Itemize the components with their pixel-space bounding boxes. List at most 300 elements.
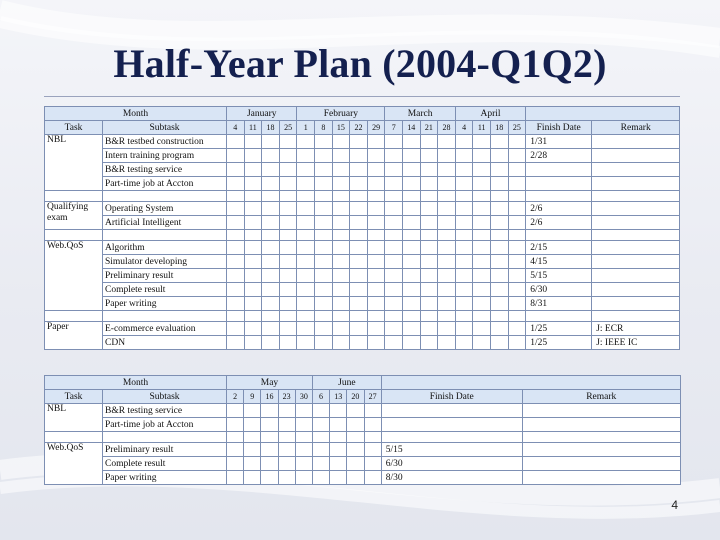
week-label: 8 [315, 121, 333, 135]
schedule-mark [244, 336, 262, 350]
spacer-cell [347, 432, 364, 443]
schedule-cell [350, 297, 368, 311]
schedule-cell [315, 163, 333, 177]
schedule-cell [508, 135, 526, 149]
spacer-cell [402, 230, 420, 241]
week-label: 2 [227, 390, 244, 404]
schedule-cell [385, 322, 403, 336]
week-label: 16 [261, 390, 278, 404]
spacer-cell [244, 230, 262, 241]
schedule-cell [244, 283, 262, 297]
schedule-mark [330, 404, 347, 418]
schedule-cell [244, 457, 261, 471]
finish-date: 6/30 [381, 457, 522, 471]
subtask-name: E-commerce evaluation [103, 322, 227, 336]
finish-date [526, 177, 592, 191]
header-blank [381, 376, 680, 390]
table-row [45, 457, 681, 471]
schedule-cell [315, 255, 333, 269]
schedule-mark [295, 418, 312, 432]
schedule-mark [332, 163, 350, 177]
schedule-cell [227, 177, 245, 191]
spacer-cell [297, 311, 315, 322]
spacer-cell [262, 230, 280, 241]
remark [592, 297, 680, 311]
spacer-cell [420, 191, 438, 202]
spacer-cell [455, 311, 473, 322]
subtask-name: Complete result [103, 457, 227, 471]
schedule-cell [438, 202, 456, 216]
week-label: 22 [350, 121, 368, 135]
schedule-cell [332, 269, 350, 283]
spacer-cell [350, 230, 368, 241]
schedule-cell [402, 149, 420, 163]
schedule-cell [473, 269, 491, 283]
schedule-mark [350, 241, 368, 255]
schedule-mark [312, 404, 329, 418]
schedule-cell [315, 322, 333, 336]
schedule-mark [227, 404, 244, 418]
plan-table-q2 [44, 375, 681, 485]
table-row [45, 241, 680, 255]
month-name: April [455, 107, 525, 121]
spacer-cell [244, 432, 261, 443]
schedule-cell [367, 241, 385, 255]
spacer-cell [592, 311, 680, 322]
finish-date [526, 163, 592, 177]
week-label: 7 [385, 121, 403, 135]
schedule-mark [312, 418, 329, 432]
week-label: 27 [364, 390, 381, 404]
schedule-mark [279, 336, 297, 350]
page-number: 4 [671, 498, 678, 512]
subtask-name: B&R testbed construction [103, 135, 227, 149]
spacer-cell [420, 311, 438, 322]
schedule-mark [367, 163, 385, 177]
schedule-cell [402, 269, 420, 283]
schedule-cell [455, 149, 473, 163]
schedule-mark [332, 241, 350, 255]
schedule-cell [491, 322, 509, 336]
remark [592, 163, 680, 177]
schedule-cell [332, 336, 350, 350]
schedule-mark [350, 177, 368, 191]
spacer-cell [227, 191, 245, 202]
schedule-mark [332, 149, 350, 163]
spacer-cell [315, 311, 333, 322]
spacer-cell [526, 191, 592, 202]
spacer-cell [381, 432, 522, 443]
month-name: February [297, 107, 385, 121]
spacer-cell [592, 191, 680, 202]
schedule-mark [315, 202, 333, 216]
schedule-cell [438, 241, 456, 255]
group-spacer-row [45, 311, 680, 322]
schedule-cell [420, 202, 438, 216]
remark: J: ECR [592, 322, 680, 336]
spacer-cell [526, 230, 592, 241]
schedule-mark [350, 255, 368, 269]
schedule-cell [508, 255, 526, 269]
group-spacer-row [45, 230, 680, 241]
week-label: 11 [244, 121, 262, 135]
schedule-cell [438, 216, 456, 230]
month-name: January [227, 107, 297, 121]
schedule-cell [227, 241, 245, 255]
task-name: NBL [45, 135, 103, 191]
spacer-cell [262, 191, 280, 202]
schedule-cell [385, 336, 403, 350]
subtask-name: Intern training program [103, 149, 227, 163]
spacer-cell [278, 432, 295, 443]
remark [592, 149, 680, 163]
spacer-cell [420, 230, 438, 241]
schedule-cell [347, 471, 364, 485]
schedule-mark [455, 255, 473, 269]
schedule-mark [438, 177, 456, 191]
schedule-cell [491, 149, 509, 163]
week-label: 6 [312, 390, 329, 404]
schedule-cell [367, 283, 385, 297]
spacer-cell [297, 191, 315, 202]
schedule-mark [262, 202, 280, 216]
schedule-mark [295, 457, 312, 471]
schedule-cell [244, 177, 262, 191]
week-header-row [45, 390, 681, 404]
schedule-cell [332, 322, 350, 336]
schedule-mark [279, 216, 297, 230]
spacer-cell [103, 311, 227, 322]
finish-date: 1/25 [526, 336, 592, 350]
schedule-cell [312, 471, 329, 485]
schedule-cell [473, 283, 491, 297]
schedule-cell [455, 241, 473, 255]
schedule-cell [438, 336, 456, 350]
spacer-cell [473, 230, 491, 241]
schedule-cell [350, 322, 368, 336]
schedule-cell [279, 283, 297, 297]
schedule-mark [278, 404, 295, 418]
schedule-mark [491, 177, 509, 191]
schedule-mark [385, 255, 403, 269]
schedule-mark [312, 457, 329, 471]
schedule-cell [385, 297, 403, 311]
spacer-cell [592, 230, 680, 241]
table-row [45, 135, 680, 149]
schedule-mark [279, 322, 297, 336]
schedule-cell [385, 202, 403, 216]
month-name: May [227, 376, 313, 390]
schedule-cell [473, 202, 491, 216]
plan-table-q1 [44, 106, 680, 350]
table-row [45, 471, 681, 485]
table-row [45, 255, 680, 269]
spacer-cell [508, 311, 526, 322]
schedule-cell [402, 202, 420, 216]
schedule-cell [367, 336, 385, 350]
schedule-mark [332, 216, 350, 230]
spacer-cell [227, 432, 244, 443]
spacer-cell [350, 191, 368, 202]
schedule-cell [244, 269, 262, 283]
spacer-cell [522, 432, 680, 443]
schedule-cell [297, 322, 315, 336]
schedule-mark [279, 177, 297, 191]
schedule-cell [385, 135, 403, 149]
subtask-name: Operating System [103, 202, 227, 216]
schedule-mark [385, 163, 403, 177]
schedule-cell [455, 216, 473, 230]
schedule-mark [261, 457, 278, 471]
schedule-mark [262, 336, 280, 350]
schedule-cell [420, 149, 438, 163]
schedule-cell [367, 269, 385, 283]
schedule-mark [227, 443, 244, 457]
schedule-cell [385, 283, 403, 297]
remark [592, 255, 680, 269]
group-spacer-row [45, 432, 681, 443]
schedule-cell [491, 241, 509, 255]
finish-date [381, 418, 522, 432]
schedule-mark [473, 163, 491, 177]
schedule-mark [278, 418, 295, 432]
schedule-cell [330, 443, 347, 457]
spacer-cell [45, 191, 103, 202]
schedule-cell [385, 216, 403, 230]
spacer-cell [315, 191, 333, 202]
month-name: March [385, 107, 455, 121]
week-label: 25 [508, 121, 526, 135]
schedule-mark [455, 163, 473, 177]
schedule-cell [473, 149, 491, 163]
spacer-cell [244, 191, 262, 202]
subtask-header: Subtask [103, 390, 227, 404]
schedule-cell [350, 269, 368, 283]
schedule-cell [402, 336, 420, 350]
schedule-mark [244, 443, 261, 457]
schedule-mark [420, 177, 438, 191]
schedule-cell [262, 269, 280, 283]
schedule-mark [262, 177, 280, 191]
schedule-cell [438, 322, 456, 336]
subtask-name: Complete result [103, 283, 227, 297]
remark-header: Remark [522, 390, 680, 404]
schedule-mark [227, 418, 244, 432]
finish-date: 6/30 [526, 283, 592, 297]
schedule-cell [491, 216, 509, 230]
finish-date: 5/15 [381, 443, 522, 457]
week-label: 15 [332, 121, 350, 135]
schedule-mark [227, 135, 245, 149]
spacer-cell [295, 432, 312, 443]
schedule-cell [455, 135, 473, 149]
finish-date: 2/6 [526, 216, 592, 230]
subtask-name: B&R testing service [103, 163, 227, 177]
spacer-cell [491, 191, 509, 202]
week-label: 21 [420, 121, 438, 135]
schedule-mark [330, 457, 347, 471]
schedule-cell [297, 269, 315, 283]
table-row [45, 418, 681, 432]
schedule-mark [297, 202, 315, 216]
schedule-cell [508, 297, 526, 311]
schedule-cell [312, 443, 329, 457]
schedule-cell [420, 135, 438, 149]
schedule-mark [402, 163, 420, 177]
schedule-mark [279, 149, 297, 163]
schedule-mark [364, 418, 381, 432]
schedule-cell [297, 163, 315, 177]
finish-date: 2/6 [526, 202, 592, 216]
spacer-cell [261, 432, 278, 443]
schedule-cell [420, 269, 438, 283]
schedule-mark [262, 149, 280, 163]
remark: J: IEEE IC [592, 336, 680, 350]
schedule-cell [455, 336, 473, 350]
schedule-cell [297, 255, 315, 269]
schedule-mark [244, 135, 262, 149]
schedule-cell [297, 336, 315, 350]
schedule-cell [473, 297, 491, 311]
week-label: 4 [227, 121, 245, 135]
schedule-mark [297, 149, 315, 163]
schedule-cell [508, 149, 526, 163]
week-label: 4 [455, 121, 473, 135]
spacer-cell [332, 191, 350, 202]
schedule-cell [279, 269, 297, 283]
finish-date: 1/31 [526, 135, 592, 149]
schedule-mark [508, 177, 526, 191]
schedule-cell [420, 336, 438, 350]
schedule-cell [350, 336, 368, 350]
schedule-cell [227, 471, 244, 485]
task-name: Web.QoS [45, 241, 103, 311]
schedule-cell [385, 269, 403, 283]
schedule-cell [491, 202, 509, 216]
schedule-cell [244, 255, 262, 269]
schedule-cell [261, 471, 278, 485]
schedule-mark [350, 163, 368, 177]
spacer-cell [244, 311, 262, 322]
spacer-cell [385, 191, 403, 202]
schedule-mark [473, 255, 491, 269]
schedule-mark [438, 163, 456, 177]
schedule-mark [315, 216, 333, 230]
schedule-cell [279, 255, 297, 269]
remark [592, 241, 680, 255]
table-row [45, 163, 680, 177]
week-label: 13 [330, 390, 347, 404]
schedule-cell [455, 322, 473, 336]
schedule-cell [367, 135, 385, 149]
remark [592, 177, 680, 191]
spacer-cell [438, 311, 456, 322]
table-row [45, 283, 680, 297]
task-name: NBL [45, 404, 103, 432]
schedule-cell [473, 336, 491, 350]
week-header-row [45, 121, 680, 135]
task-name: Paper [45, 322, 103, 350]
week-label: 28 [438, 121, 456, 135]
schedule-cell [332, 255, 350, 269]
table-row [45, 322, 680, 336]
schedule-cell [473, 216, 491, 230]
schedule-cell [508, 202, 526, 216]
spacer-cell [103, 191, 227, 202]
spacer-cell [473, 191, 491, 202]
spacer-cell [364, 432, 381, 443]
schedule-cell [455, 202, 473, 216]
schedule-mark [297, 216, 315, 230]
week-label: 11 [473, 121, 491, 135]
spacer-cell [262, 311, 280, 322]
spacer-cell [330, 432, 347, 443]
remark [522, 418, 680, 432]
subtask-name: Simulator developing [103, 255, 227, 269]
schedule-cell [332, 283, 350, 297]
schedule-cell [279, 297, 297, 311]
schedule-cell [491, 336, 509, 350]
schedule-mark [364, 457, 381, 471]
slide-title: Half-Year Plan (2004-Q1Q2) [113, 41, 607, 86]
month-label: Month [45, 376, 227, 390]
schedule-cell [420, 297, 438, 311]
table-row [45, 336, 680, 350]
schedule-cell [279, 241, 297, 255]
remark [592, 283, 680, 297]
schedule-mark [315, 241, 333, 255]
spacer-cell [332, 311, 350, 322]
finish-date-header: Finish Date [381, 390, 522, 404]
schedule-cell [385, 241, 403, 255]
spacer-cell [508, 230, 526, 241]
schedule-mark [227, 202, 245, 216]
schedule-mark [350, 149, 368, 163]
schedule-mark [227, 336, 245, 350]
schedule-mark [227, 322, 245, 336]
schedule-mark [420, 255, 438, 269]
spacer-cell [312, 432, 329, 443]
spacer-cell [279, 191, 297, 202]
table-row [45, 443, 681, 457]
table-row [45, 269, 680, 283]
schedule-cell [297, 297, 315, 311]
spacer-cell [367, 191, 385, 202]
schedule-mark [278, 457, 295, 471]
spacer-cell [45, 311, 103, 322]
spacer-cell [367, 311, 385, 322]
schedule-cell [402, 297, 420, 311]
table-row [45, 216, 680, 230]
schedule-cell [297, 135, 315, 149]
remark [592, 135, 680, 149]
schedule-mark [438, 255, 456, 269]
schedule-cell [278, 471, 295, 485]
schedule-cell [315, 283, 333, 297]
schedule-cell [455, 283, 473, 297]
schedule-mark [364, 404, 381, 418]
spacer-cell [438, 191, 456, 202]
week-label: 30 [295, 390, 312, 404]
task-name: Qualifying exam [45, 202, 103, 230]
schedule-cell [279, 163, 297, 177]
spacer-cell [279, 230, 297, 241]
schedule-mark [262, 216, 280, 230]
schedule-mark [244, 322, 262, 336]
month-header-row [45, 376, 681, 390]
schedule-cell [367, 149, 385, 163]
schedule-cell [315, 336, 333, 350]
